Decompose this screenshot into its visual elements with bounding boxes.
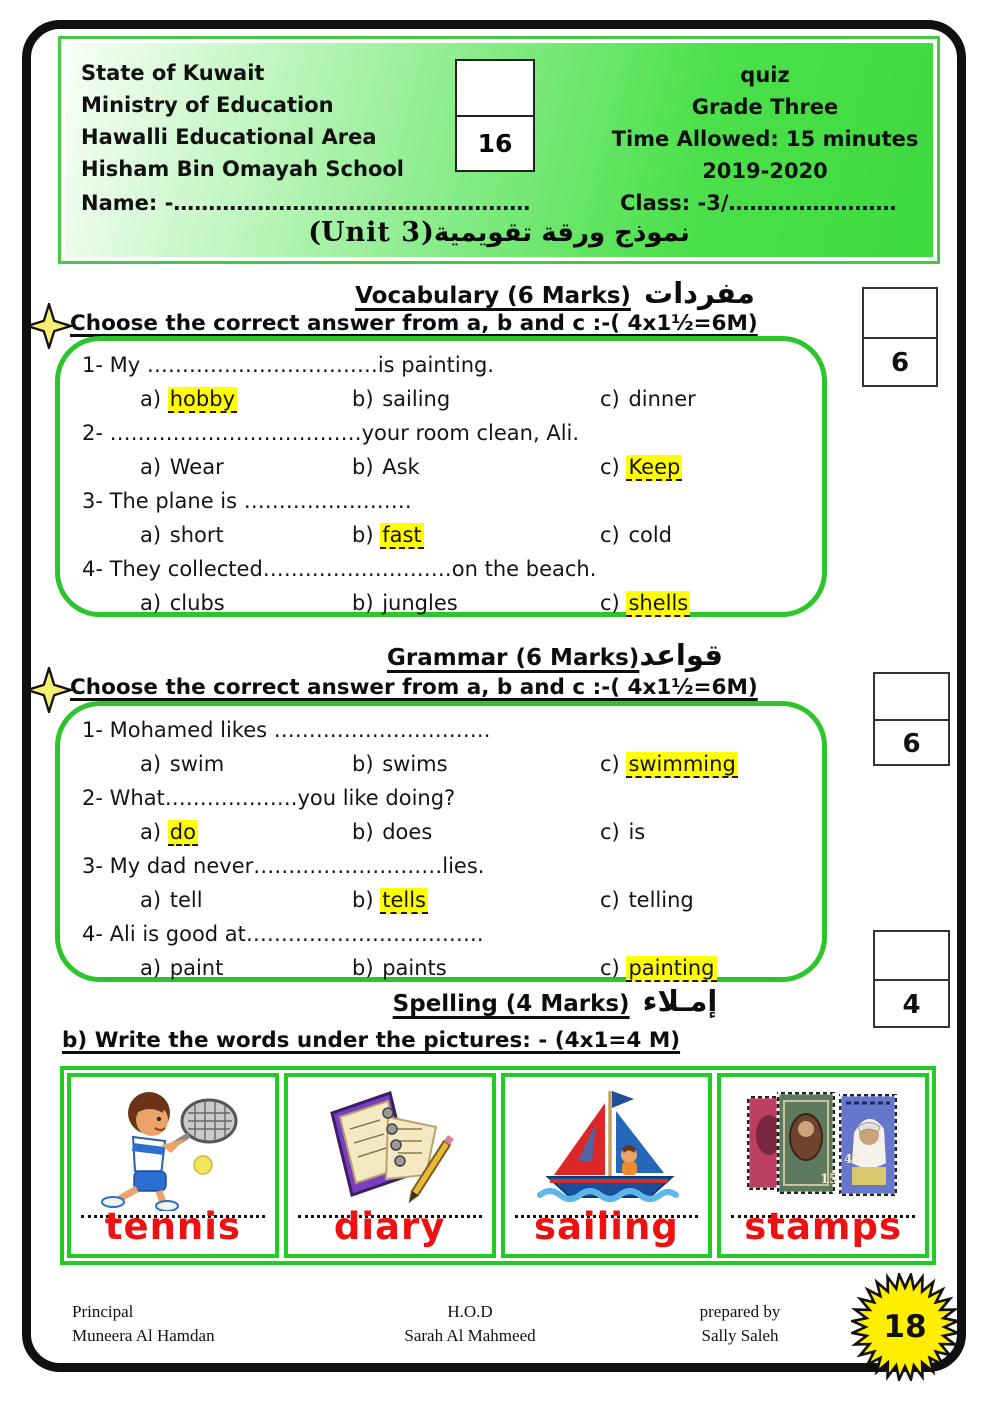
signature-prepared-by — [630, 1300, 850, 1348]
option: a) short — [140, 523, 224, 547]
paper-title-arabic: نموذج ورقة تقويمية — [433, 218, 690, 248]
tennis-player-icon — [93, 1083, 253, 1211]
header-quiz-label: quiz — [740, 63, 790, 87]
vocabulary-heading — [160, 276, 950, 310]
grammar-score-box — [873, 672, 950, 766]
vocabulary-heading-en: Vocabulary (6 Marks) — [355, 283, 631, 309]
option: a) paint — [140, 956, 224, 980]
signature-hod — [330, 1300, 610, 1348]
option: c) telling — [600, 888, 694, 912]
handwritten-answer: stamps — [744, 1205, 902, 1248]
question: 1- Mohamed likes …………………………. — [82, 718, 491, 742]
picture-cell-diary — [284, 1073, 496, 1258]
option: a) clubs — [140, 591, 225, 615]
header-background — [61, 39, 937, 261]
options-row — [82, 883, 822, 917]
header-school-year: 2019-2020 — [702, 159, 828, 183]
options-row — [82, 815, 822, 849]
question: 4- Ali is good at……………………………. — [82, 922, 484, 946]
option: b) does — [352, 820, 433, 844]
header-grade-label: Grade Three — [691, 95, 839, 119]
total-mark-obtained-cell — [457, 61, 533, 117]
score-total: 6 — [902, 728, 921, 759]
spelling-score-box — [873, 930, 950, 1028]
grammar-heading-ar: قواعد — [639, 638, 723, 672]
diary-icon — [310, 1083, 470, 1211]
options-row — [82, 951, 822, 985]
score-total: 6 — [890, 348, 910, 378]
signature-principal — [72, 1300, 215, 1348]
spelling-heading — [160, 984, 950, 1018]
option: c) is — [600, 820, 646, 844]
page-badge-starburst — [851, 1273, 959, 1381]
option: c) Keep — [600, 455, 681, 479]
option: a) Wear — [140, 455, 224, 479]
question: 3- The plane is …………………… — [82, 489, 412, 513]
vocabulary-instruction: Choose the correct answer from a, b and c :-( 4x1½=6M) — [70, 311, 758, 336]
spelling-heading-en: Spelling (4 Marks) — [392, 991, 630, 1017]
name-field: Name: -…………………………………………… — [81, 191, 531, 215]
header-state: State of Kuwait — [81, 61, 265, 85]
question: 1- My ……………………………is painting. — [82, 353, 495, 377]
option: b) fast — [352, 523, 422, 547]
vocabulary-heading-ar: مفردات — [644, 276, 755, 310]
handwritten-answer: sailing — [533, 1205, 679, 1248]
option: b) swims — [352, 752, 448, 776]
correct-answer: swimming — [628, 752, 736, 776]
correct-answer: hobby — [169, 387, 235, 411]
option: a) tell — [140, 888, 203, 912]
header-school: Hisham Bin Omayah School — [81, 157, 405, 181]
header-time-allowed: Time Allowed: 15 minutes — [611, 127, 919, 151]
option: b) jungles — [352, 591, 458, 615]
picture-cell-sailing — [501, 1073, 713, 1258]
option: c) painting — [600, 956, 715, 980]
correct-answer: tells — [382, 888, 426, 912]
spelling-heading-ar: إمـلاء — [642, 984, 718, 1018]
picture-cell-stamps — [717, 1073, 929, 1258]
score-obtained-cell — [875, 674, 948, 721]
score-total: 4 — [902, 989, 921, 1020]
option: c) cold — [600, 523, 672, 547]
correct-answer: shells — [628, 591, 689, 615]
paper-title-unit: (Unit 3) — [308, 217, 434, 248]
header-area: Hawalli Educational Area — [81, 125, 377, 149]
signature-role: Principal — [72, 1302, 134, 1321]
question: 3- My dad never………………………lies. — [82, 854, 485, 878]
option: b) Ask — [352, 455, 420, 479]
signature-role: H.O.D — [447, 1302, 493, 1321]
svg-text:45: 45 — [844, 1152, 861, 1166]
page-badge-number: 18 — [883, 1309, 927, 1345]
handwritten-answer: diary — [333, 1205, 446, 1248]
options-row — [82, 518, 822, 552]
options-row — [82, 747, 822, 781]
spelling-picture-grid — [60, 1066, 936, 1265]
vocabulary-score-box — [862, 287, 938, 387]
correct-answer: painting — [628, 956, 715, 980]
option: c) shells — [600, 591, 689, 615]
option: b) tells — [352, 888, 426, 912]
signature-name: Muneera Al Hamdan — [72, 1326, 215, 1345]
option: c) dinner — [600, 387, 696, 411]
picture-cell-tennis — [67, 1073, 279, 1258]
grammar-heading-en: Grammar (6 Marks) — [386, 645, 640, 671]
paper-title — [65, 217, 933, 248]
correct-answer: do — [169, 820, 196, 844]
spelling-instruction: b) Write the words under the pictures: - (4x1=4 M) — [62, 1028, 681, 1053]
vocabulary-question-box — [55, 336, 827, 617]
option: a) hobby — [140, 387, 235, 411]
header-right-block — [570, 59, 960, 187]
question: 2- What……………….you like doing? — [82, 786, 456, 810]
grammar-instruction: Choose the correct answer from a, b and c :-( 4x1½=6M) — [70, 675, 758, 700]
star-bullet-icon — [26, 667, 72, 713]
option: c) swimming — [600, 752, 736, 776]
header-ministry: Ministry of Education — [81, 93, 334, 117]
correct-answer: fast — [382, 523, 422, 547]
stamps-icon — [738, 1083, 908, 1211]
header-box — [58, 36, 940, 264]
options-row — [82, 450, 822, 484]
total-mark-value: 16 — [477, 129, 513, 158]
total-mark-box — [455, 59, 535, 172]
signature-name: Sarah Al Mahmeed — [404, 1326, 536, 1345]
options-row — [82, 586, 822, 620]
score-obtained-cell — [864, 289, 936, 339]
handwritten-answer: tennis — [104, 1205, 241, 1248]
question: 4- They collected………………………on the beach. — [82, 557, 597, 581]
option: b) sailing — [352, 387, 451, 411]
score-obtained-cell — [875, 932, 948, 981]
option: a) do — [140, 820, 196, 844]
signature-name: Sally Saleh — [701, 1326, 779, 1345]
question: 2- ………………………………your room clean, Ali. — [82, 421, 580, 445]
correct-answer: Keep — [628, 455, 681, 479]
svg-text:15: 15 — [820, 1172, 839, 1187]
sailboat-icon — [526, 1083, 686, 1211]
option: a) swim — [140, 752, 225, 776]
option: b) paints — [352, 956, 447, 980]
grammar-heading — [160, 638, 950, 672]
star-bullet-icon — [26, 303, 72, 349]
grammar-question-box — [55, 701, 827, 982]
class-field: Class: -3/…………………… — [620, 191, 897, 215]
signature-role: prepared by — [699, 1302, 781, 1321]
options-row — [82, 382, 822, 416]
